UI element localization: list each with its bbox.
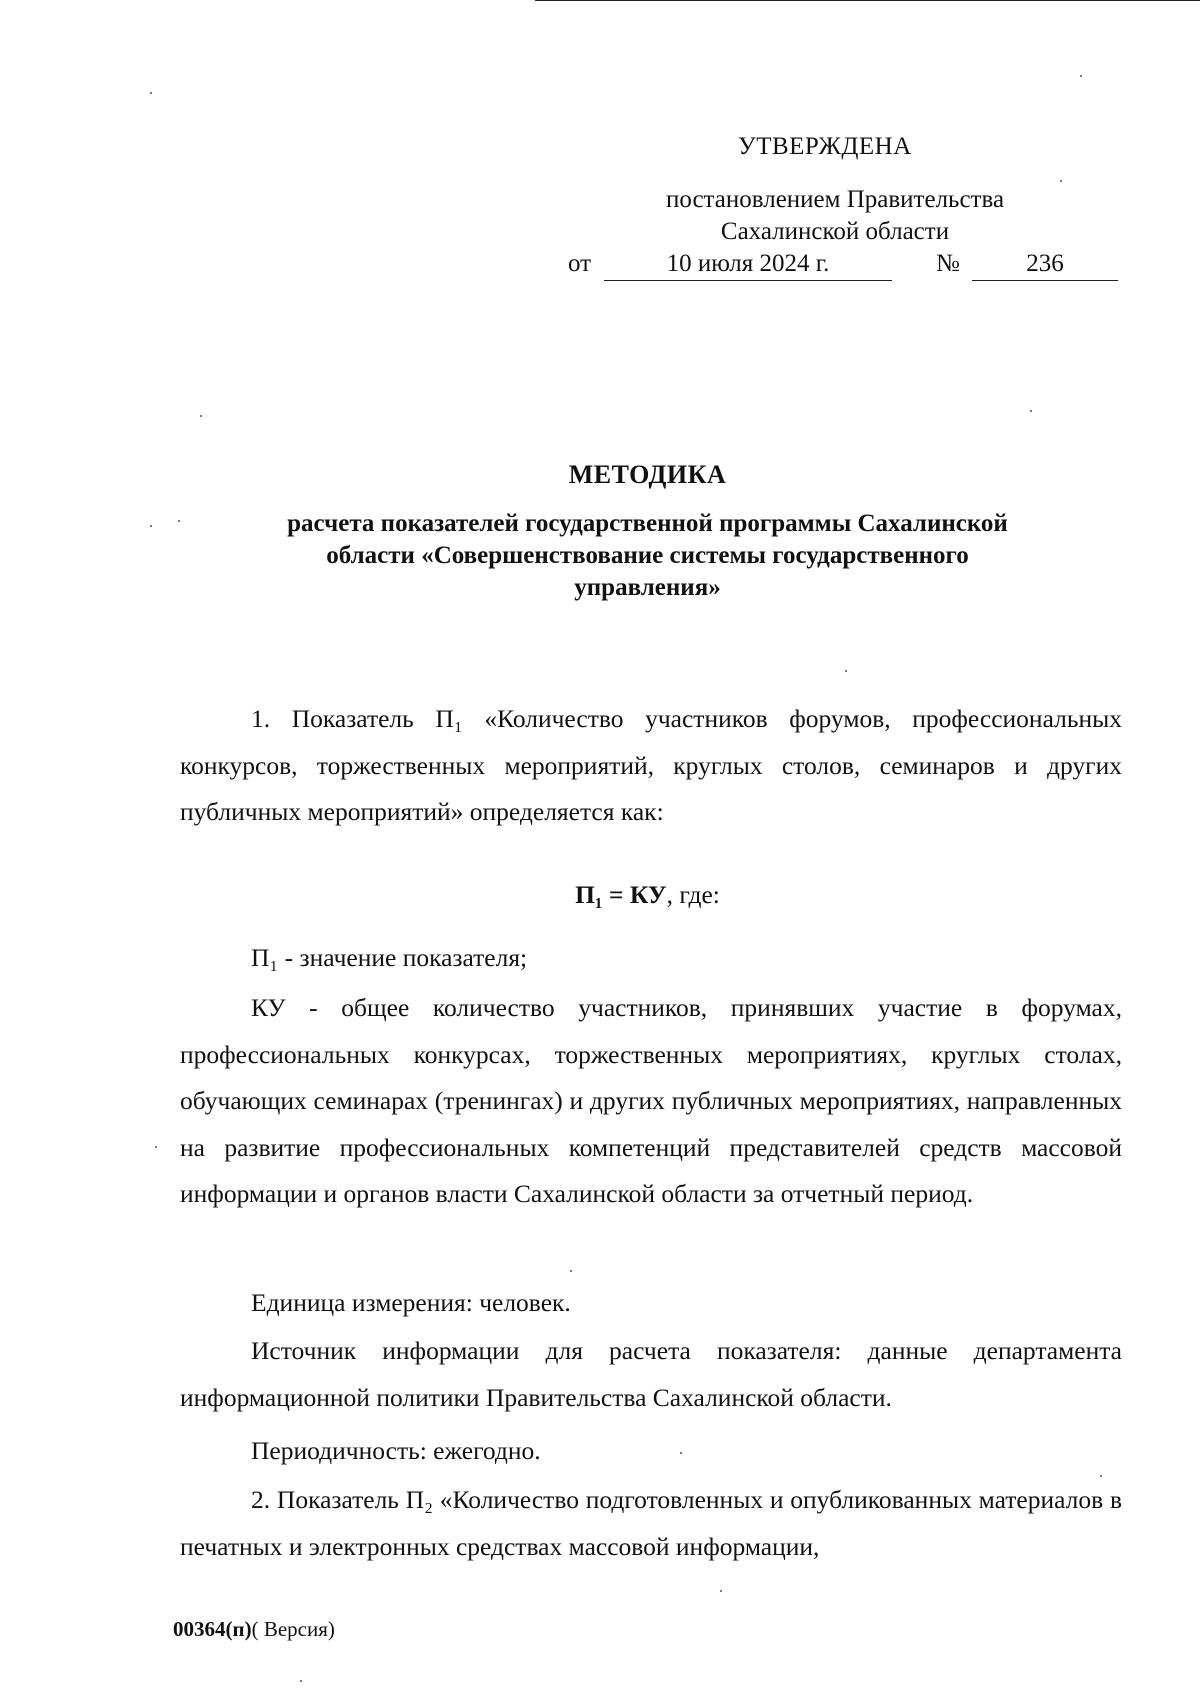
approval-heading: УТВЕРЖДЕНА — [738, 133, 912, 160]
approval-line-2: Сахалинской области — [720, 218, 950, 245]
definition-ku: КУ - общее количество участников, принявших участие в форумах, профессиональных конкурсах, торжественных мероприятиях, круглых столах, обучающих семинарах (тренингах) и других публичных мероприятиях, направленных на развитие профессиональных компетенций представителей средств массовой информации и органов власти Сахалинской области за отчетный период. — [180, 993, 1122, 1208]
section2-intro: 2. Показатель П₂ «Количество подготовленных и опубликованных материалов в печатных и электронных средствах массовой информации, — [180, 1485, 1122, 1561]
document-title: МЕТОДИКА — [568, 460, 727, 489]
number-label: № — [936, 250, 960, 277]
scan-speck — [150, 525, 152, 527]
scan-speck — [178, 520, 180, 522]
scan-speck — [1060, 180, 1062, 182]
formula — [0, 880, 1200, 910]
scan-speck — [570, 1270, 572, 1272]
scan-speck — [720, 1590, 722, 1592]
date-label: от — [568, 250, 592, 277]
approval-number: 236 — [972, 250, 1118, 281]
scan-speck — [1080, 75, 1082, 77]
document-version: ( Версия) — [251, 1617, 335, 1641]
scan-speck — [1100, 1475, 1102, 1477]
approval-date: 10 июля 2024 г. — [604, 250, 892, 281]
approval-line-1: постановлением Правительства — [665, 186, 1005, 213]
scan-speck — [200, 415, 202, 417]
section1-intro: 1. Показатель П₁ «Количество участников форумов, профессиональных конкурсов, торжественных мероприятий, круглых столов, семинаров и других публичных мероприятий» определяется как: — [180, 704, 1122, 826]
scan-speck — [680, 1452, 682, 1454]
scan-speck — [150, 92, 152, 94]
periodicity-line: Периодичность: ежегодно. — [251, 1436, 541, 1465]
footer-code — [173, 1617, 335, 1642]
document-code: 00364(п) — [173, 1617, 252, 1641]
scan-speck — [155, 1146, 157, 1148]
source-line: Источник информации для расчета показателя: данные департамента информационной политики Правительства Сахалинской области. — [180, 1336, 1122, 1412]
formula-expression: П₁ = КУ — [575, 880, 667, 909]
definition-p1: П₁ - значение показателя; — [251, 943, 528, 972]
scan-speck — [1030, 410, 1032, 412]
document-subtitle: расчета показателей государственной программы Сахалинской области «Совершенствование системы государственного управления» — [287, 510, 1008, 601]
approval-date-row — [568, 250, 1120, 290]
formula-suffix: , где: — [666, 880, 720, 909]
scan-speck — [300, 1680, 302, 1682]
top-border-line — [535, 0, 1200, 1]
scan-speck — [845, 670, 847, 672]
unit-line: Единица измерения: человек. — [251, 1288, 571, 1317]
